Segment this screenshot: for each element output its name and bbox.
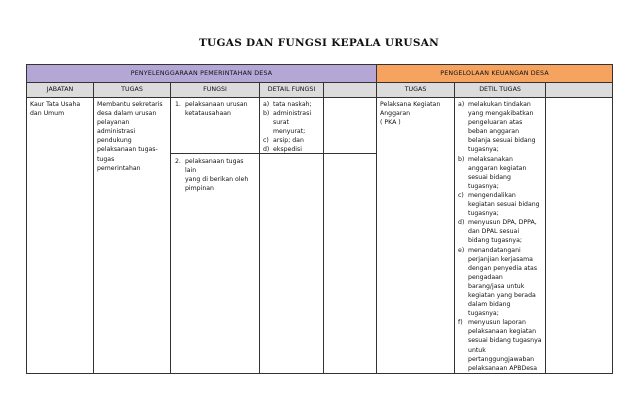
fungsi-line: pimpinan xyxy=(185,185,214,193)
detil-tugas-item xyxy=(458,100,543,155)
duties-table xyxy=(26,64,613,374)
detil-tugas-item xyxy=(458,191,543,218)
item-line: kegiatan yang berada xyxy=(468,291,536,299)
item-line: pengadaan xyxy=(468,273,503,281)
item-line: menyusun laporan xyxy=(468,319,526,327)
col-header-empty-right xyxy=(546,83,613,98)
item-marker: d) xyxy=(458,219,465,227)
cell-fungsi xyxy=(171,98,260,374)
item-line: tugasnya; xyxy=(468,310,499,318)
fungsi-number: 2. xyxy=(175,158,181,165)
fungsi-item-2 xyxy=(171,154,259,193)
page-title: TUGAS DAN FUNGSI KEPALA URUSAN xyxy=(198,37,440,49)
col-header-tugas-keuangan: TUGAS xyxy=(377,83,455,98)
item-line: pelaksanaan kegiatan xyxy=(468,328,537,336)
item-marker: b) xyxy=(458,155,465,163)
col-header-tugas: TUGAS xyxy=(94,83,171,98)
item-marker: a) xyxy=(263,101,270,108)
tugas-keuangan-line: Anggaran xyxy=(380,110,411,118)
tugas-line: pendukung xyxy=(97,137,132,145)
item-line: mengendalikan xyxy=(468,191,516,199)
cell-jabatan xyxy=(27,98,94,374)
detil-tugas-item xyxy=(458,246,543,319)
item-line: untuk xyxy=(468,346,486,354)
cell-tugas-keuangan xyxy=(377,98,455,374)
item-line: dengan penyedia atas xyxy=(468,264,538,272)
item-line: administrasi xyxy=(273,110,312,118)
detail-fungsi-item xyxy=(263,136,321,145)
item-marker: c) xyxy=(263,137,269,145)
tugas-line: pelaksanaan tugas- xyxy=(97,146,158,154)
tugas-line: pemerintahan xyxy=(97,164,141,172)
empty-subcell xyxy=(324,98,376,154)
item-marker: f) xyxy=(458,319,463,327)
item-line: sesuai bidang tugasnya xyxy=(468,337,542,345)
item-line: yang mengakibatkan xyxy=(468,110,534,118)
detail-fungsi-block xyxy=(260,98,323,154)
fungsi-line: yang di berikan oleh xyxy=(185,176,249,184)
cell-detail-fungsi xyxy=(260,98,324,374)
item-line: barang/jasa untuk xyxy=(468,282,525,290)
item-marker: c) xyxy=(458,191,464,199)
col-header-detail-fungsi: DETAIL FUNGSI xyxy=(260,83,324,98)
item-line: sesuai bidang xyxy=(468,173,511,181)
detil-tugas-item xyxy=(458,218,543,245)
tugas-line: tugas xyxy=(97,155,115,163)
tugas-line: desa dalam urusan xyxy=(97,110,157,118)
item-line: belanja sesuai bidang xyxy=(468,137,536,145)
section-header-pemerintahan: PENYELENGGARAAN PEMERINTAHAN DESA xyxy=(27,65,377,83)
item-line: tugasnya; xyxy=(468,182,499,190)
item-line: pengeluaran atas xyxy=(468,119,523,127)
item-line: kegiatan sesuai bidang xyxy=(468,201,540,209)
col-header-fungsi: FUNGSI xyxy=(171,83,260,98)
item-line: ekspedisi xyxy=(273,146,302,154)
item-line: dan DPAL sesuai xyxy=(468,228,520,236)
item-marker: d) xyxy=(263,146,270,154)
detil-tugas-item xyxy=(458,155,543,191)
item-line: melaksanakan xyxy=(468,155,513,163)
cell-empty-right xyxy=(546,98,613,374)
detail-fungsi-item xyxy=(263,145,321,154)
item-line: melakukan tindakan xyxy=(468,101,531,108)
jabatan-line: dan Umum xyxy=(30,110,65,118)
item-line: bidang tugasnya; xyxy=(468,237,522,245)
col-header-jabatan: JABATAN xyxy=(27,83,94,98)
item-marker: a) xyxy=(458,101,465,108)
item-line: anggaran kegiatan xyxy=(468,164,527,172)
cell-detil-tugas xyxy=(455,98,546,374)
tugas-keuangan-line: Pelaksana Kegiatan xyxy=(380,101,441,108)
detil-tugas-item xyxy=(458,318,543,373)
item-line: surat xyxy=(273,119,289,127)
item-marker: b) xyxy=(263,110,270,118)
jabatan-line: Kaur Tata Usaha xyxy=(30,101,81,108)
section-header-keuangan: PENGELOLAAN KEUANGAN DESA xyxy=(377,65,613,83)
item-line: tugasnya; xyxy=(468,146,499,154)
fungsi-line: pelaksanaan urusan xyxy=(185,101,248,108)
tugas-line: pelayanan administrasi xyxy=(97,119,136,136)
item-marker: e) xyxy=(458,246,465,254)
item-line: tata naskah; xyxy=(273,101,312,108)
item-line: menyurat; xyxy=(273,128,306,136)
cell-tugas xyxy=(94,98,171,374)
item-line: pelaksanaan APBDesa xyxy=(468,364,538,372)
fungsi-number: 1. xyxy=(175,101,181,108)
detail-fungsi-item xyxy=(263,100,321,109)
item-line: tugasnya; xyxy=(468,210,499,218)
item-line: arsip; dan xyxy=(273,137,304,145)
cell-empty-left xyxy=(324,98,377,374)
item-line: menyusun DPA, DPPA, xyxy=(468,219,537,227)
tugas-keuangan-line: ( PKA ) xyxy=(380,119,401,127)
item-line: dalam bidang xyxy=(468,301,511,309)
item-line: beban anggaran xyxy=(468,128,519,136)
fungsi-item-1 xyxy=(171,98,259,154)
item-line: perjanjian kerjasama xyxy=(468,255,533,263)
col-header-detil-tugas: DETIL TUGAS xyxy=(455,83,546,98)
item-line: menandatangani xyxy=(468,246,521,254)
detail-fungsi-item xyxy=(263,109,321,136)
tugas-line: Membantu sekretaris xyxy=(97,101,163,108)
fungsi-line: pelaksanaan tugas lain xyxy=(185,158,244,175)
col-header-empty-left xyxy=(324,83,377,98)
fungsi-line: ketatausahaan xyxy=(185,110,231,118)
item-line: pertanggungjawaban xyxy=(468,355,535,363)
